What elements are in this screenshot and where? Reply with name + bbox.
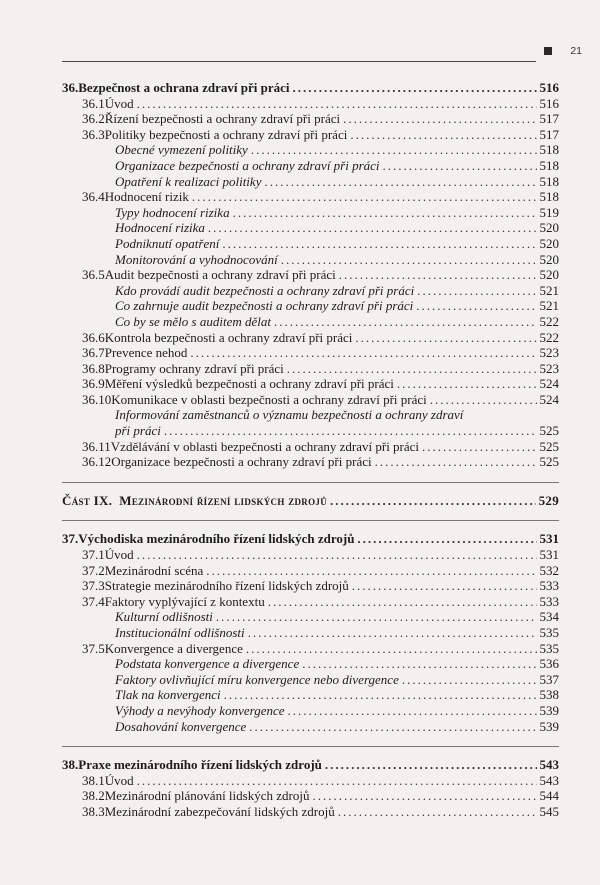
entry-title: Mezinárodní scéna — [104, 562, 204, 578]
leader-dots — [137, 773, 537, 789]
toc-subentry — [62, 158, 559, 174]
leader-dots — [274, 314, 537, 330]
entry-page: 523 — [539, 345, 559, 361]
toc-subentry-continued — [62, 423, 559, 439]
entry-page: 536 — [539, 656, 559, 672]
entry-title: Organizace bezpečnosti a ochrany zdraví při práci — [111, 454, 372, 470]
section-number: 36.8 — [82, 360, 105, 376]
entry-page: 518 — [539, 157, 559, 173]
toc-subentry — [62, 142, 559, 158]
section-number: 36.1 — [82, 95, 105, 111]
leader-dots — [206, 563, 536, 579]
section-number: 36.11 — [82, 438, 111, 454]
entry-page: 525 — [539, 454, 559, 470]
leader-dots — [233, 205, 537, 221]
entry-page: 524 — [539, 391, 559, 407]
section-number: 37.1 — [82, 547, 105, 563]
entry-title: Úvod — [104, 547, 134, 563]
leader-dots — [312, 788, 536, 804]
leader-dots — [281, 252, 537, 268]
entry-title: Výhody a nevýhody konvergence — [115, 702, 285, 718]
entry-page: 522 — [539, 329, 559, 345]
entry-title: Dosahování konvergence — [115, 718, 247, 734]
entry-title: Co by se mělo s auditem dělat — [115, 313, 271, 329]
entry-title: Vzdělávání v oblasti bezpečnosti a ochrany zdraví při práci — [110, 438, 420, 454]
entry-title: Audit bezpečnosti a ochrany zdraví při práci — [104, 267, 336, 283]
leader-dots — [192, 189, 537, 205]
part-label: Část IX. — [62, 492, 113, 508]
entry-page: 534 — [539, 609, 559, 625]
toc-subentry — [62, 719, 559, 735]
entry-page: 518 — [539, 173, 559, 189]
entry-page: 545 — [539, 803, 559, 819]
toc-section — [62, 578, 559, 594]
entry-page: 544 — [539, 788, 559, 804]
entry-page: 525 — [539, 423, 559, 439]
chapter-title: Východiska mezinárodního řízení lidských zdrojů — [78, 531, 355, 547]
entry-page: 520 — [539, 220, 559, 236]
leader-dots — [416, 298, 536, 314]
leader-dots — [325, 757, 537, 773]
entry-page: 517 — [539, 111, 559, 127]
entry-title: Programy ochrany zdraví při práci — [104, 360, 284, 376]
toc-section — [62, 376, 559, 392]
entry-title: Konvergence a divergence — [104, 640, 243, 656]
section-number: 38.1 — [82, 772, 105, 788]
entry-page: 537 — [539, 671, 559, 687]
leader-dots — [216, 609, 537, 625]
header-rule — [62, 61, 536, 62]
part-title: Mezinárodní řízení lidských zdrojů — [119, 492, 328, 508]
entry-title: Obecné vymezení politiky — [115, 142, 248, 158]
entry-page: 533 — [539, 578, 559, 594]
entry-title: Komunikace v oblasti bezpečnosti a ochrany zdraví při práci — [111, 391, 427, 407]
entry-page: 517 — [539, 126, 559, 142]
toc-section — [62, 563, 559, 579]
toc-subentry — [62, 703, 559, 719]
section-number: 36.10 — [82, 391, 112, 407]
section-number: 37.2 — [82, 562, 105, 578]
section-number: 36.7 — [82, 345, 105, 361]
toc-section — [62, 127, 559, 143]
leader-dots — [383, 158, 537, 174]
entry-page: 520 — [539, 235, 559, 251]
chapter-number: 38. — [62, 757, 79, 773]
leader-dots — [224, 687, 537, 703]
leader-dots — [249, 719, 536, 735]
entry-page: 525 — [539, 438, 559, 454]
table-of-contents — [62, 80, 559, 820]
entry-page: 533 — [539, 593, 559, 609]
leader-dots — [402, 672, 537, 688]
section-number: 38.3 — [82, 803, 105, 819]
chapter-38-entries — [62, 773, 559, 820]
entry-page: 539 — [539, 718, 559, 734]
leader-dots — [248, 625, 537, 641]
chapter-36-entries — [62, 96, 559, 470]
leader-dots — [164, 423, 537, 439]
entry-page: 538 — [539, 687, 559, 703]
entry-page: 539 — [539, 702, 559, 718]
toc-section — [62, 189, 559, 205]
toc-subentry — [62, 252, 559, 268]
leader-dots — [352, 578, 537, 594]
entry-page: 518 — [539, 142, 559, 158]
entry-page: 532 — [539, 562, 559, 578]
toc-section — [62, 594, 559, 610]
toc-subentry — [62, 205, 559, 221]
section-number: 36.3 — [82, 126, 105, 142]
entry-page: 516 — [539, 95, 559, 111]
leader-dots — [302, 656, 536, 672]
entry-title: Kdo provádí audit bezpečnosti a ochrany zdraví při práci — [115, 282, 415, 298]
entry-title: Úvod — [104, 772, 134, 788]
leader-dots — [430, 392, 537, 408]
toc-subentry — [62, 656, 559, 672]
section-number: 36.12 — [82, 454, 112, 470]
leader-dots — [268, 594, 537, 610]
entry-title: Faktory ovlivňující míru konvergence nebo divergence — [115, 671, 399, 687]
entry-title: Organizace bezpečnosti a ochrany zdraví při práci — [115, 157, 380, 173]
entry-title: Strategie mezinárodního řízení lidských zdrojů — [104, 578, 349, 594]
toc-section — [62, 345, 559, 361]
entry-title-continued: při práci — [115, 423, 161, 439]
entry-title: Informování zaměstnanců o významu bezpečnosti a ochrany zdraví — [115, 407, 464, 423]
entry-page: 531 — [539, 547, 559, 563]
page-number: 21 — [570, 45, 582, 57]
header-square-marker — [544, 47, 552, 55]
chapter-37-heading — [62, 531, 559, 547]
chapter-number: 36. — [62, 80, 79, 95]
entry-title: Podstata konvergence a divergence — [115, 656, 300, 672]
leader-dots — [251, 142, 537, 158]
chapter-page: 543 — [539, 757, 559, 773]
toc-subentry — [62, 625, 559, 641]
toc-section — [62, 773, 559, 789]
entry-page: 520 — [539, 251, 559, 267]
section-number: 36.4 — [82, 189, 105, 205]
toc-section — [62, 267, 559, 283]
entry-page: 543 — [539, 772, 559, 788]
toc-section — [62, 361, 559, 377]
leader-dots — [375, 454, 537, 470]
leader-dots — [330, 493, 536, 509]
entry-title: Opatření k realizaci politiky — [115, 173, 262, 189]
leader-dots — [288, 703, 537, 719]
entry-title: Kontrola bezpečnosti a ochrany zdraví při práci — [104, 329, 353, 345]
toc-section — [62, 788, 559, 804]
leader-dots — [222, 236, 536, 252]
leader-dots — [264, 174, 536, 190]
chapter-36-heading — [62, 80, 559, 96]
toc-section — [62, 111, 559, 127]
entry-page: 524 — [539, 376, 559, 392]
entry-page: 521 — [539, 282, 559, 298]
leader-dots — [350, 127, 536, 143]
toc-subentry — [62, 236, 559, 252]
entry-page: 518 — [539, 189, 559, 205]
leader-dots — [292, 80, 536, 96]
chapter-number: 37. — [62, 531, 79, 547]
chapter-title: Bezpečnost a ochrana zdraví při práci — [78, 80, 290, 95]
entry-title: Co zahrnuje audit bezpečnosti a ochrany zdraví při práci — [115, 298, 414, 314]
chapter-38-heading — [62, 757, 559, 773]
leader-dots — [417, 283, 536, 299]
section-number: 37.3 — [82, 578, 105, 594]
leader-dots — [137, 547, 537, 563]
part-page: 529 — [538, 492, 559, 508]
leader-dots — [338, 804, 537, 820]
entry-title: Měření výsledků bezpečnosti a ochrany zdraví při práci — [104, 376, 394, 392]
leader-dots — [422, 439, 536, 455]
toc-section — [62, 392, 559, 408]
leader-dots — [208, 220, 537, 236]
section-number: 36.5 — [82, 267, 105, 283]
entry-title: Tlak na konvergenci — [115, 687, 221, 703]
leader-dots — [137, 96, 537, 112]
toc-section — [62, 641, 559, 657]
entry-title: Institucionální odlišnosti — [115, 625, 245, 640]
toc-subentry — [62, 220, 559, 236]
section-number: 37.5 — [82, 640, 105, 656]
entry-title: Hodnocení rizik — [104, 189, 189, 205]
leader-dots — [287, 361, 537, 377]
toc-subentry — [62, 283, 559, 299]
entry-title: Mezinárodní plánování lidských zdrojů — [104, 788, 310, 804]
entry-title: Hodnocení rizika — [115, 220, 205, 236]
entry-title: Prevence nehod — [104, 345, 188, 361]
entry-page: 535 — [539, 625, 559, 640]
toc-section — [62, 547, 559, 563]
part-9-heading — [62, 493, 559, 509]
entry-title: Monitorování a vyhodnocování — [115, 251, 278, 267]
section-number: 36.6 — [82, 329, 105, 345]
leader-dots — [357, 531, 536, 547]
toc-section — [62, 96, 559, 112]
entry-title: Faktory vyplývající z kontextu — [104, 593, 265, 609]
entry-page: 520 — [539, 267, 559, 283]
toc-section — [62, 454, 559, 470]
section-number: 38.2 — [82, 788, 105, 804]
leader-dots — [397, 376, 537, 392]
entry-title: Úvod — [104, 95, 134, 111]
chapter-page: 516 — [539, 80, 559, 95]
entry-page: 535 — [539, 640, 559, 656]
toc-section — [62, 804, 559, 820]
toc-subentry — [62, 314, 559, 330]
toc-subentry — [62, 687, 559, 703]
toc-subentry — [62, 298, 559, 314]
page-header — [62, 44, 582, 62]
entry-page: 522 — [539, 313, 559, 329]
chapter-page: 531 — [539, 531, 559, 547]
entry-page: 519 — [539, 204, 559, 220]
leader-dots — [355, 330, 536, 346]
entry-title: Typy hodnocení rizika — [115, 204, 230, 220]
entry-page: 521 — [539, 298, 559, 314]
chapter-title: Praxe mezinárodního řízení lidských zdrojů — [78, 757, 322, 773]
toc-section — [62, 330, 559, 346]
entry-title: Řízení bezpečnosti a ochrany zdraví při práci — [104, 111, 341, 127]
toc-subentry — [62, 609, 559, 625]
toc-subentry — [62, 672, 559, 688]
entry-title: Podniknutí opatření — [115, 235, 220, 251]
leader-dots — [190, 345, 536, 361]
chapter-37-entries — [62, 547, 559, 734]
entry-title: Mezinárodní zabezpečování lidských zdrojů — [104, 803, 335, 819]
leader-dots — [343, 111, 536, 127]
toc-section — [62, 439, 559, 455]
section-number: 37.4 — [82, 593, 105, 609]
leader-dots — [246, 641, 537, 657]
section-number: 36.2 — [82, 111, 105, 127]
entry-title: Politiky bezpečnosti a ochrany zdraví při práci — [104, 126, 348, 142]
entry-title: Kulturní odlišnosti — [115, 609, 213, 625]
toc-subentry — [62, 407, 559, 423]
entry-page: 523 — [539, 360, 559, 376]
leader-dots — [339, 267, 537, 283]
section-number: 36.9 — [82, 376, 105, 392]
toc-subentry — [62, 174, 559, 190]
